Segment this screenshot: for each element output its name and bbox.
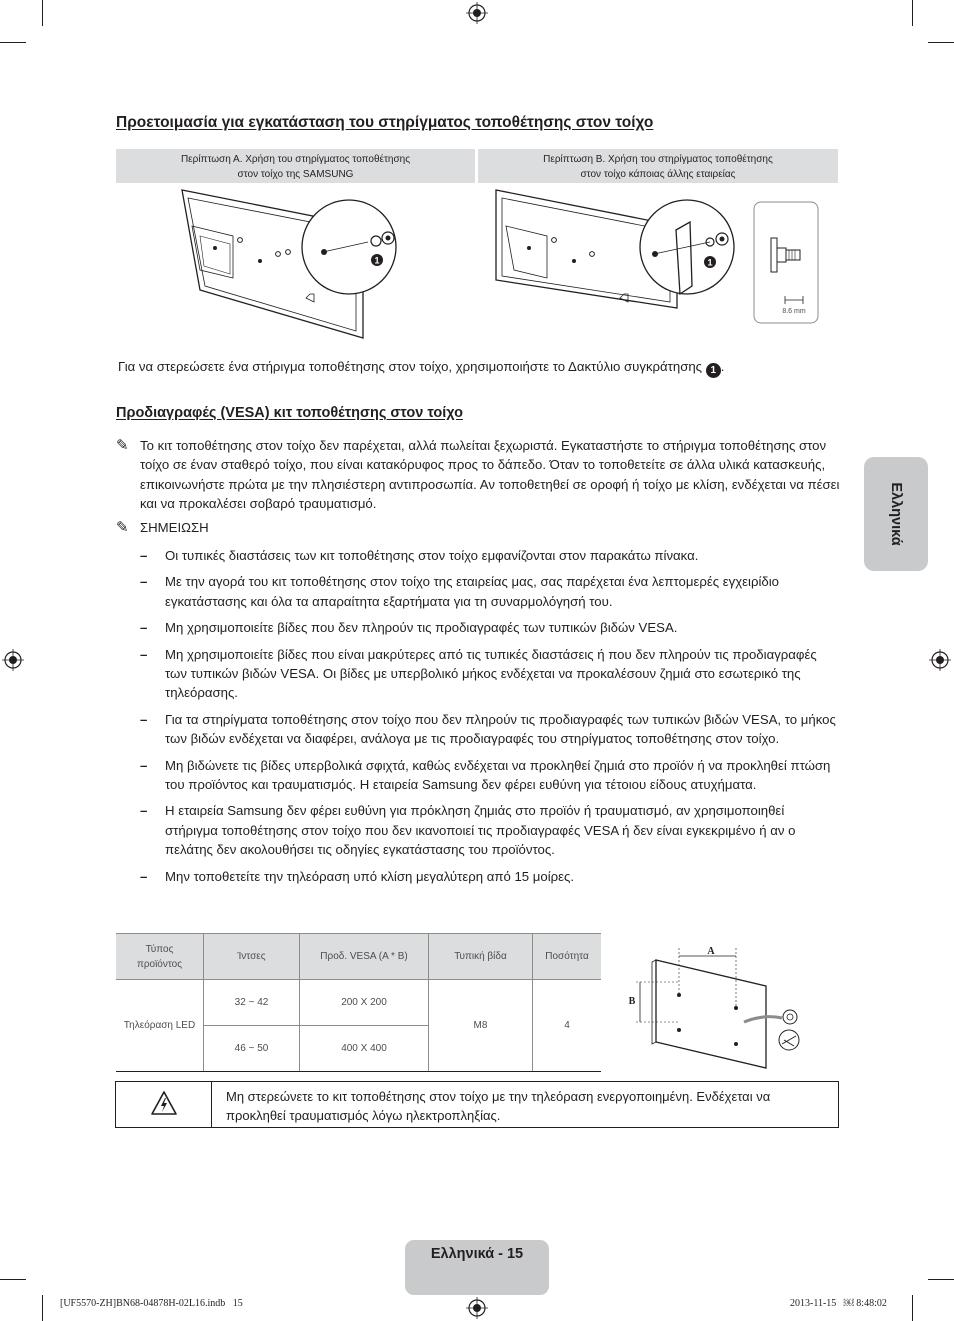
note-heading	[116, 518, 840, 537]
list-item	[140, 618, 840, 637]
case-a-line1: Περίπτωση Α. Χρήση του στηρίγματος τοποθέτησης	[180, 154, 411, 165]
list-item	[140, 710, 840, 749]
list-item	[140, 645, 840, 703]
bullet-dash: –	[140, 803, 148, 819]
crop-mark	[928, 42, 954, 43]
case-b-line2: στον τοίχο κάποιας άλλης εταιρείας	[580, 169, 736, 180]
screw-cell: M8	[429, 980, 533, 1072]
note-paragraph	[116, 436, 840, 514]
callout-1: 1	[707, 257, 713, 268]
header-product-type: Τύπος προϊόντος	[116, 934, 204, 980]
bullet-dash: –	[140, 548, 148, 563]
header-inches: Ίντσες	[204, 934, 300, 980]
case-b-illustration	[492, 186, 822, 326]
case-a-header	[116, 149, 475, 183]
vesa-cell: 200 X 200	[300, 980, 429, 1026]
list-item	[140, 867, 840, 886]
list-item	[140, 756, 840, 795]
bullet-dash: –	[140, 868, 148, 884]
electric-shock-warning-icon	[150, 1090, 178, 1116]
case-a-line2: στον τοίχο της SAMSUNG	[237, 169, 354, 180]
pencil-note-icon: ✎	[116, 437, 129, 454]
vesa-dimension-diagram	[624, 938, 810, 1073]
dimension-a-label: A	[707, 946, 715, 957]
quantity-cell: 4	[533, 980, 602, 1072]
crop-mark	[42, 1295, 43, 1321]
bullet-text: Με την αγορά του κιτ τοποθέτησης στον τοίχο της εταιρείας μας, σας παρέχεται ένα λεπτομερές εγχειρίδιο εγκατάστασης και όλα τα απαραίτητα εξαρτήματα για τη συναρμολόγησή του.	[165, 574, 779, 609]
page-number-label: Ελληνικά - 15	[430, 1246, 524, 1262]
bullet-dash: –	[140, 574, 148, 590]
case-b-header	[478, 149, 838, 183]
vesa-spec-table	[116, 933, 601, 1072]
bullet-text: Μη χρησιμοποιείτε βίδες που είναι μακρύτερες από τις τυπικές διαστάσεις ή που δεν πληρούν τις προδιαγραφές των τυπικών βιδών VESA. Οι βίδες με υπερβολικό μήκος ενδέχεται να προκαλέσουν ζημιά στο εσωτερικό της τηλεόρασης.	[165, 646, 817, 701]
warning-text: Μη στερεώνετε το κιτ τοποθέτησης στον τοίχο με την τηλεόραση ενεργοποιημένη. Ενδέχεται να προκληθεί τραυματισμός λόγω ηλεκτροπληξίας.	[226, 1089, 771, 1123]
bullet-dash: –	[140, 620, 148, 636]
warning-icon-cell	[116, 1082, 212, 1127]
bullet-dash: –	[140, 757, 148, 773]
language-side-tab	[864, 457, 928, 571]
bullet-text: Μη βιδώνετε τις βίδες υπερβολικά σφιχτά, καθώς ενδέχεται να προκληθεί ζημιά στο προϊόν ή να προκληθεί πτώση του προϊόντος και τραυματισμός. Η εταιρεία Samsung δεν φέρει ευθύνη για τέτοιου είδους ατυχήματα.	[165, 757, 831, 793]
language-side-tab-label: Ελληνικά	[888, 482, 904, 546]
crop-mark	[0, 42, 26, 43]
holder-ring-end: .	[720, 359, 725, 374]
footer-timestamp: 2013-11-15 ￼ 8:48:02	[790, 1298, 887, 1309]
page-number-tab	[405, 1240, 549, 1295]
note-bullet-list	[140, 546, 840, 893]
section-title: Προετοιμασία για εγκατάσταση του στηρίγματος τοποθέτησης στον τοίχο	[116, 114, 654, 131]
inches-cell: 46 ~ 50	[204, 1026, 300, 1072]
holder-ring-sentence	[118, 357, 724, 378]
pencil-note-icon: ✎	[116, 519, 129, 536]
note-label: ΣΗΜΕΙΩΣΗ	[140, 520, 209, 535]
list-item	[140, 546, 840, 565]
table-header-row	[116, 934, 601, 980]
bullet-text: Για τα στηρίγματα τοποθέτησης στον τοίχο που δεν πληρούν τις προδιαγραφές των τυπικών βιδών VESA, το μήκος των βιδών ενδέχεται να διαφέρει, ανάλογα με τις προδιαγραφές του στηρίγματος τοποθέτησης στον τοίχο.	[165, 711, 836, 747]
warning-box	[115, 1081, 839, 1128]
crop-mark	[928, 1279, 954, 1280]
header-quantity: Ποσότητα	[533, 934, 602, 980]
bullet-text: Οι τυπικές διαστάσεις των κιτ τοποθέτησης στον τοίχο εμφανίζονται στον παρακάτω πίνακα.	[165, 548, 699, 563]
note-text: Το κιτ τοποθέτησης στον τοίχο δεν παρέχεται, αλλά πωλείται ξεχωριστά. Εγκαταστήστε το στήριγμα τοποθέτησης στον τοίχο σε έναν σταθερό τοίχο, που είναι κατακόρυφος προς το δάπεδο. Όταν το τοποθετείτε σε άλλα υλικά κατασκευής, επικοινωνήστε πρώτα με την πλησιέστερη αντιπροσωπία. Αν τοποθετηθεί σε οροφή ή τοίχο με κλίση, ενδέχεται να πέσει και να προκαλέσει σοβαρό τραυματισμό.	[140, 438, 840, 512]
case-b-line1: Περίπτωση Β. Χρήση του στηρίγματος τοποθέτησης	[543, 154, 773, 165]
product-cell: Τηλεόραση LED	[116, 980, 204, 1072]
inches-cell: 32 ~ 42	[204, 980, 300, 1026]
bullet-text: Μη χρησιμοποιείτε βίδες που δεν πληρούν τις προδιαγραφές των τυπικών βιδών VESA.	[165, 620, 678, 636]
crop-mark	[0, 1279, 26, 1280]
holder-ring-callout	[706, 363, 721, 378]
bullet-text: Μην τοποθετείτε την τηλεόραση υπό κλίση μεγαλύτερη από 15 μοίρες.	[165, 868, 575, 884]
list-item	[140, 572, 840, 611]
registration-mark-icon	[466, 2, 488, 24]
bullet-dash: –	[140, 711, 148, 727]
header-standard-screw: Τυπική βίδα	[429, 934, 533, 980]
registration-mark-icon	[929, 649, 951, 671]
crop-mark	[912, 0, 913, 26]
callout-1: 1	[374, 255, 380, 266]
header-vesa: Προδ. VESA (A * B)	[300, 934, 429, 980]
table-row	[116, 980, 601, 1026]
vesa-section-title: Προδιαγραφές (VESA) κιτ τοποθέτησης στον τοίχο	[116, 405, 463, 421]
footer-file-info: [UF5570-ZH]BN68-04878H-02L16.indb 15	[60, 1298, 243, 1309]
vesa-cell: 400 X 400	[300, 1026, 429, 1072]
bullet-text: Η εταιρεία Samsung δεν φέρει ευθύνη για πρόκληση ζημιάς στο προϊόν ή τραυματισμό, αν χρησιμοποιηθεί στήριγμα τοποθέτησης στον τοίχο που δεν ικανοποιεί τις προδιαγραφές VESA ή δεν είναι εγκεκριμένο ή αν ο πελάτης δεν ακολουθήσει τις οδηγίες εγκατάστασης του προϊόντος.	[165, 803, 796, 858]
registration-mark-icon	[466, 1297, 488, 1319]
list-item	[140, 801, 840, 859]
holder-ring-text: Για να στερεώσετε ένα στήριγμα τοποθέτησης στον τοίχο, χρησιμοποιήστε το Δακτύλιο συγκράτησης	[118, 359, 703, 374]
registration-mark-icon	[2, 649, 24, 671]
bullet-dash: –	[140, 646, 148, 662]
case-a-illustration	[178, 186, 408, 346]
dimension-b-label: B	[628, 996, 636, 1007]
crop-mark	[912, 1295, 913, 1321]
screw-dimension-label: 8.6 mm	[782, 308, 806, 315]
holder-ring-callout-number: 1	[710, 365, 716, 376]
crop-mark	[42, 0, 43, 26]
